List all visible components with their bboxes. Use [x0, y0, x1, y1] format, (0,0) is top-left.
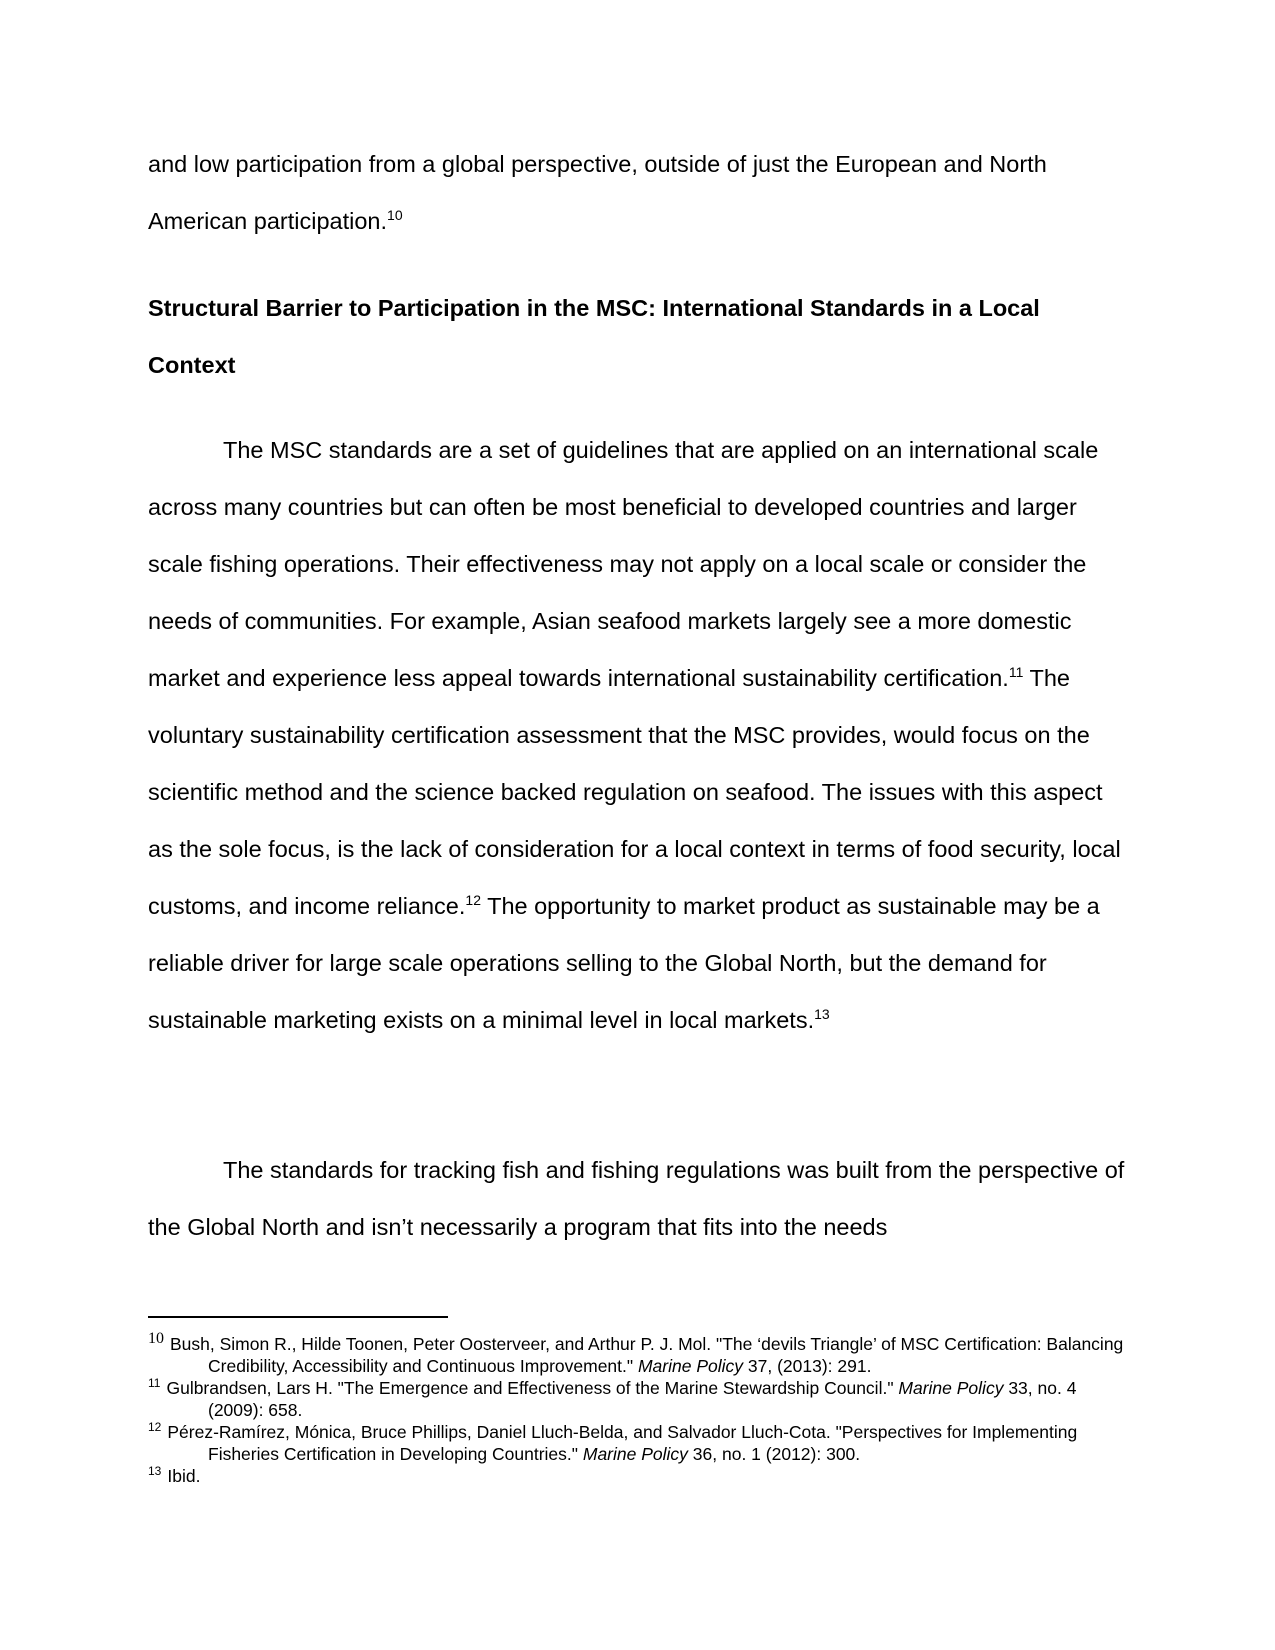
- footnote-ref-10[interactable]: 10: [387, 207, 403, 224]
- paragraph-sentence: The opportunity to market product as sustainable may be a reliable driver for large scale operations selling to the Global North, but the demand for sustainable marketing exists on a minimal level in local markets.: [148, 893, 1100, 1033]
- footnote-ref-12[interactable]: 12: [465, 892, 481, 909]
- section-heading: Structural Barrier to Participation in the MSC: International Standards in a Local Context: [148, 295, 1040, 378]
- footnote-text: Ibid.: [167, 1466, 201, 1486]
- footnote-journal: Marine Policy: [898, 1378, 1004, 1398]
- footnote-journal: Marine Policy: [637, 1356, 744, 1376]
- paragraph-sentence: The MSC standards are a set of guidelines that are applied on an international scale across many countries but can often be most beneficial to developed countries and larger scale fishing operations. Their effectiveness may not apply on a local scale or consider the needs of communities. For example, Asian seafood markets largely see a more domestic market and experience less appeal towards international sustainability certification.: [148, 437, 1099, 691]
- footnotes: [148, 1330, 1128, 1487]
- footnote-journal: Marine Policy: [582, 1444, 688, 1464]
- paragraph-tracking-standards: [148, 1142, 1128, 1256]
- footnote-separator: [148, 1316, 448, 1318]
- footnote-number: 11: [148, 1376, 161, 1391]
- footnote-11: [148, 1377, 1128, 1421]
- footnote-ref-11[interactable]: 11: [1008, 664, 1024, 681]
- footnote-text: 33, no. 4 (2009): 658.: [208, 1378, 1077, 1420]
- footnote-text: Gulbrandsen, Lars H. "The Emergence and Effectiveness of the Marine Stewardship Council.": [166, 1378, 894, 1398]
- footnote-10: [148, 1330, 1128, 1377]
- footnote-number: 12: [148, 1420, 162, 1435]
- footnote-text: Bush, Simon R., Hilde Toonen, Peter Oosterveer, and Arthur P. J. Mol. "The ‘devils Triangle’ of MSC Certification: Balancing Credibility, Accessibility and Continuous Improvement.": [170, 1334, 1124, 1376]
- footnote-number: 10: [148, 1330, 164, 1348]
- footnote-ref-13[interactable]: 13: [814, 1006, 830, 1023]
- footnote-number: 13: [148, 1464, 162, 1479]
- footnote-text: 36, no. 1 (2012): 300.: [692, 1444, 861, 1464]
- paragraph-text: and low participation from a global perspective, outside of just the European and North American participation.: [148, 151, 1047, 234]
- paragraph-continued: [148, 136, 1128, 250]
- paragraph-msc-standards: [148, 422, 1128, 1049]
- footnote-13: [148, 1465, 1128, 1487]
- footnote-text: Pérez-Ramírez, Mónica, Bruce Phillips, Daniel Lluch-Belda, and Salvador Lluch-Cota. "Perspectives for Implementing Fisheries Certification in Developing Countries.": [167, 1422, 1078, 1464]
- paragraph-text: The standards for tracking fish and fishing regulations was built from the perspective of the Global North and isn’t necessarily a program that fits into the needs: [148, 1157, 1125, 1240]
- footnote-12: [148, 1421, 1128, 1465]
- paragraph-sentence: The voluntary sustainability certification assessment that the MSC provides, would focus on the scientific method and the science backed regulation on seafood. The issues with this aspect as the sole focus, is the lack of consideration for a local context in terms of food security, local customs, and income reliance.: [148, 665, 1121, 919]
- footnote-text: 37, (2013): 291.: [747, 1356, 872, 1376]
